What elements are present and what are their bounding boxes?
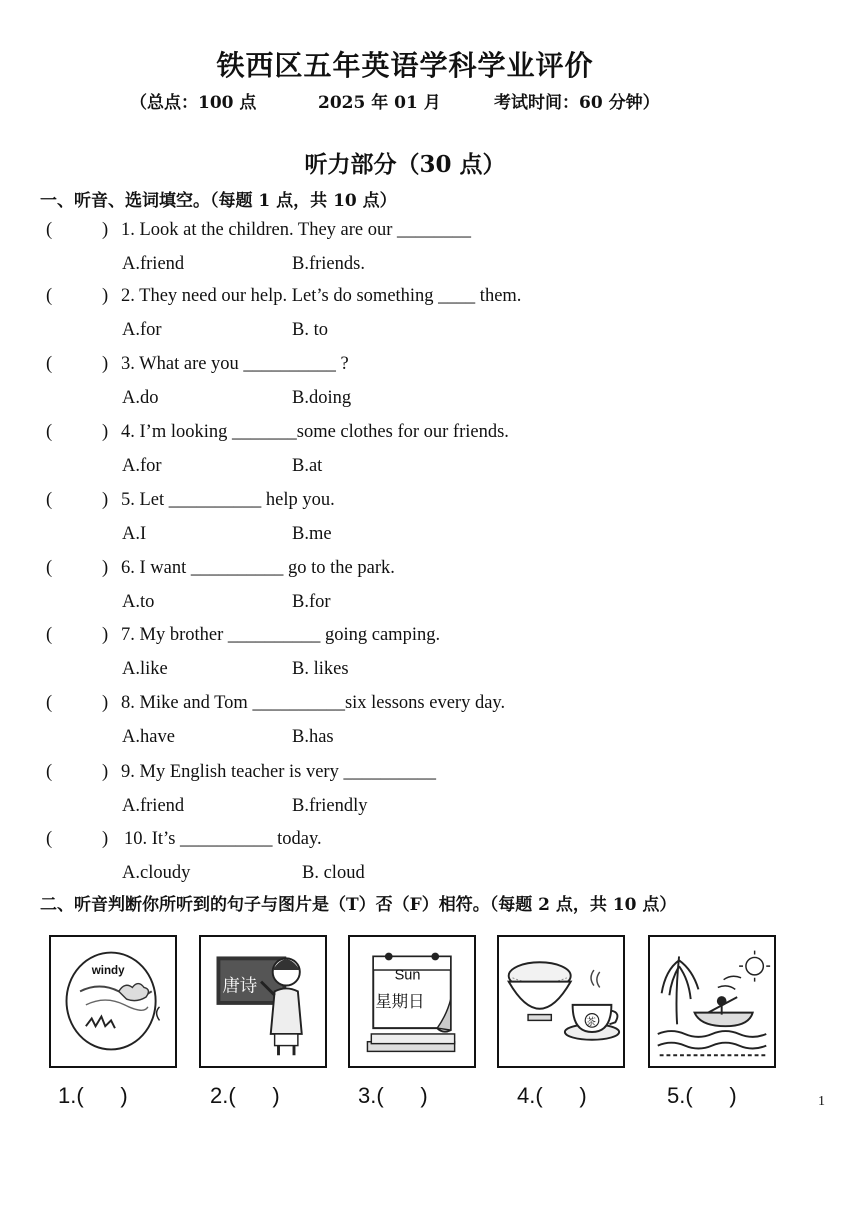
option-a: A.I [122,524,147,544]
option-b: B.has [292,727,334,747]
question-stem: 9. My English teacher is very __________ [121,762,436,782]
answer-paren-right: ) [102,693,109,713]
option-a: A.have [122,727,175,747]
answer-paren-left: ( [46,558,53,578]
option-b: B.at [292,456,323,476]
windy-label: windy [91,963,125,977]
answer-paren-right: ) [102,354,109,374]
boating-scene-icon [650,937,774,1066]
answer-blank-2: 2.( ) [210,1083,280,1108]
answer-blank-1: 1.( ) [58,1083,128,1108]
question-stem: 4. I’m looking _______some clothes for our friends. [121,422,509,442]
answer-blank-3: 3.( ) [358,1083,428,1108]
option-a: A.friend [122,254,185,274]
question-stem: 10. It’s __________ today. [124,829,322,849]
answer-paren-right: ) [102,220,109,240]
option-a: A.like [122,659,168,679]
windy-icon [51,937,175,1066]
part2-heading: 二、听音判断你所听到的句子与图片是（T）否（F）相符。（每题 2 点，共 10 点） [40,895,677,915]
option-b: B.for [292,592,331,612]
option-a: A.for [122,456,162,476]
question-7 [0,625,760,693]
question-6 [0,558,760,626]
picture-calendar [348,935,476,1068]
answer-paren-left: ( [46,762,53,782]
question-10 [0,829,760,897]
option-a: A.friend [122,796,185,816]
option-b: B.me [292,524,332,544]
option-b: B. to [292,320,328,340]
question-2 [0,286,760,354]
answer-paren-right: ) [102,829,109,849]
answer-paren-left: ( [46,625,53,645]
answer-paren-left: ( [46,829,53,849]
option-b: B. likes [292,659,349,679]
option-b: B.doing [292,388,352,408]
answer-blank-4: 4.( ) [517,1083,587,1108]
answer-paren-left: ( [46,286,53,306]
answer-paren-right: ) [102,422,109,442]
listening-section-title: 听力部分（30 点） [304,151,506,178]
answer-paren-right: ) [102,286,109,306]
answer-paren-left: ( [46,693,53,713]
answer-paren-left: ( [46,490,53,510]
question-1 [0,220,760,288]
part1-heading: 一、听音、选词填空。（每题 1 点，共 10 点） [40,191,397,211]
exam-date: 2025 年 01 月 [318,93,441,113]
answer-paren-left: ( [46,422,53,442]
page-number: 1 [818,1094,825,1109]
calendar-weekday-label: 星期日 [375,991,425,1011]
question-stem: 6. I want __________ go to the park. [121,558,395,578]
picture-teacher [199,935,327,1068]
question-9 [0,762,760,830]
picture-boating [648,935,776,1068]
exam-title: 铁西区五年英语学科学业评价 [216,49,594,82]
question-stem: 3. What are you __________ ? [121,354,349,374]
total-score: （总点：100 点 [130,93,257,113]
question-stem: 7. My brother __________ going camping. [121,625,441,645]
question-stem: 8. Mike and Tom __________six lessons every day. [121,693,506,713]
question-stem: 1. Look at the children. They are our ________ [121,220,472,240]
option-b: B. cloud [302,863,365,883]
question-stem: 2. They need our help. Let’s do something ____ them. [121,286,522,306]
calendar-day-label: Sun [394,967,421,984]
question-4 [0,422,760,490]
option-b: B.friendly [292,796,368,816]
answer-paren-right: ) [102,490,109,510]
answer-paren-right: ) [102,625,109,645]
calendar-icon [350,937,474,1066]
rice-tea-icon [499,937,623,1066]
question-stem: 5. Let __________ help you. [121,490,335,510]
teacher-blackboard-icon [201,937,325,1066]
answer-paren-right: ) [102,558,109,578]
question-8 [0,693,760,761]
question-3 [0,354,760,422]
exam-time: 考试时间：60 分钟） [494,93,660,113]
picture-windy [49,935,177,1068]
option-a: A.to [122,592,155,612]
answer-paren-left: ( [46,220,53,240]
question-5 [0,490,760,558]
option-b: B.friends. [292,254,365,274]
answer-blank-5: 5.( ) [667,1083,737,1108]
tea-cup-label: 茶 [586,1017,596,1029]
picture-rice-tea [497,935,625,1068]
option-a: A.do [122,388,159,408]
option-a: A.for [122,320,162,340]
option-a: A.cloudy [122,863,191,883]
blackboard-label: 唐诗 [222,976,258,997]
answer-paren-right: ) [102,762,109,782]
answer-paren-left: ( [46,354,53,374]
